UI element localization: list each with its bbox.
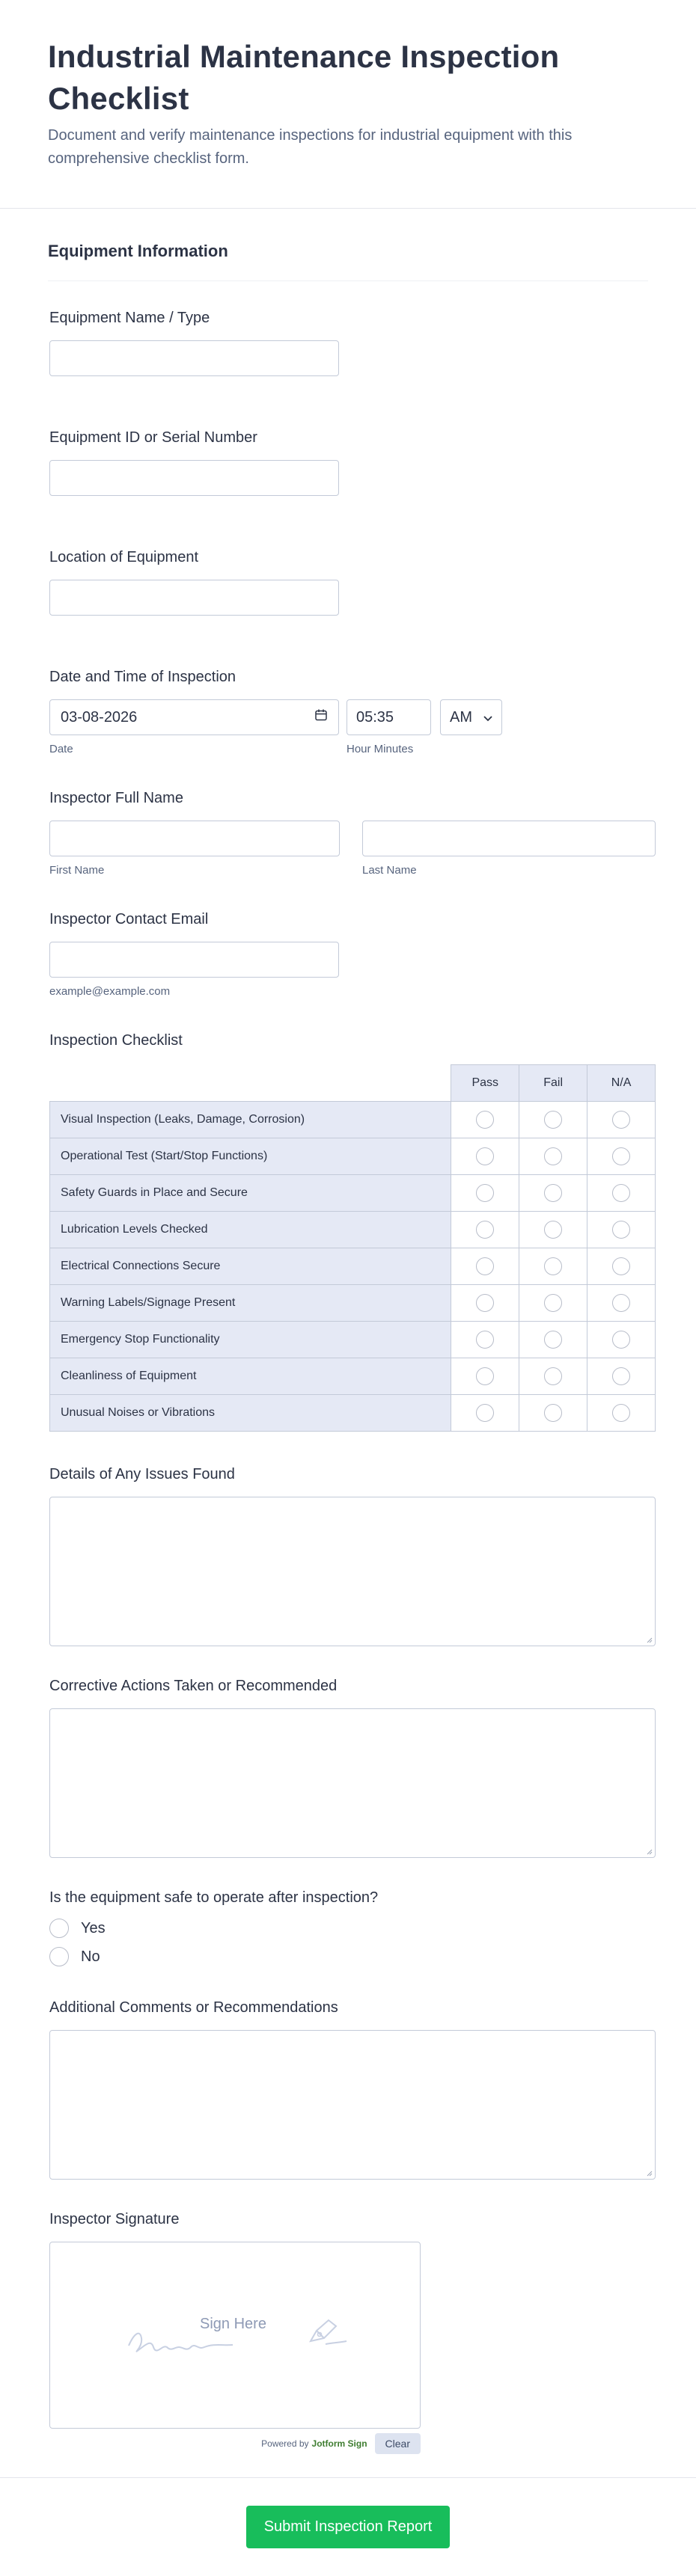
matrix-radio[interactable] bbox=[544, 1257, 562, 1275]
section-title: Equipment Information bbox=[48, 242, 228, 260]
location-label: Location of Equipment bbox=[49, 549, 199, 565]
last-name-sublabel: Last Name bbox=[362, 864, 417, 877]
comments-field bbox=[49, 1999, 647, 2180]
matrix-cell bbox=[519, 1358, 587, 1395]
jotform-sign-link[interactable]: Jotform Sign bbox=[311, 2438, 367, 2449]
last-name-input[interactable] bbox=[362, 821, 656, 856]
matrix-row bbox=[50, 1102, 656, 1138]
radio-yes[interactable] bbox=[49, 1919, 69, 1938]
time-value: 05:35 bbox=[356, 708, 394, 726]
matrix-radio[interactable] bbox=[476, 1147, 494, 1165]
pen-icon bbox=[306, 2316, 341, 2349]
matrix-row-label: Warning Labels/Signage Present bbox=[50, 1285, 451, 1322]
matrix-cell bbox=[451, 1322, 519, 1358]
matrix-cell bbox=[451, 1175, 519, 1212]
matrix-cell bbox=[587, 1285, 656, 1322]
matrix-cell bbox=[587, 1358, 656, 1395]
clear-signature-button[interactable]: Clear bbox=[375, 2433, 421, 2454]
date-input[interactable] bbox=[49, 699, 339, 735]
signature-footer bbox=[49, 2433, 421, 2454]
matrix-cell bbox=[587, 1102, 656, 1138]
matrix-radio[interactable] bbox=[544, 1111, 562, 1129]
matrix-row bbox=[50, 1395, 656, 1432]
first-name-group bbox=[49, 821, 340, 877]
email-input[interactable] bbox=[49, 942, 339, 978]
matrix-radio[interactable] bbox=[476, 1294, 494, 1312]
matrix-cell bbox=[451, 1248, 519, 1285]
safe-option-yes[interactable] bbox=[49, 1919, 647, 1938]
matrix-row-label: Safety Guards in Place and Secure bbox=[50, 1175, 451, 1212]
matrix-radio[interactable] bbox=[476, 1404, 494, 1422]
matrix-row bbox=[50, 1322, 656, 1358]
section-header bbox=[48, 242, 648, 281]
time-sublabel: Hour Minutes bbox=[347, 743, 414, 755]
resize-grip-icon[interactable] bbox=[645, 2169, 653, 2177]
matrix-radio[interactable] bbox=[544, 1404, 562, 1422]
comments-label: Additional Comments or Recommendations bbox=[49, 1999, 338, 2016]
time-group bbox=[339, 699, 502, 755]
matrix-cell bbox=[587, 1212, 656, 1248]
corrective-textarea[interactable] bbox=[49, 1708, 656, 1858]
matrix-radio[interactable] bbox=[612, 1294, 630, 1312]
location-input[interactable] bbox=[49, 580, 339, 616]
corrective-field bbox=[49, 1678, 647, 1858]
matrix-radio[interactable] bbox=[476, 1184, 494, 1202]
resize-grip-icon[interactable] bbox=[645, 1847, 653, 1855]
equipment-id-label: Equipment ID or Serial Number bbox=[49, 429, 257, 446]
safe-label: Is the equipment safe to operate after inspection? bbox=[49, 1889, 379, 1906]
matrix-cell bbox=[451, 1285, 519, 1322]
location-field bbox=[49, 549, 647, 616]
matrix-radio[interactable] bbox=[476, 1257, 494, 1275]
signature-placeholder-art bbox=[50, 2242, 421, 2429]
issues-textarea[interactable] bbox=[49, 1497, 656, 1646]
chevron-down-icon bbox=[483, 709, 492, 726]
matrix-row bbox=[50, 1175, 656, 1212]
date-group bbox=[49, 699, 339, 755]
equipment-id-input[interactable] bbox=[49, 460, 339, 496]
comments-textarea[interactable] bbox=[49, 2030, 656, 2180]
form-body bbox=[0, 242, 696, 2454]
email-field bbox=[49, 911, 647, 998]
matrix-radio[interactable] bbox=[612, 1111, 630, 1129]
equipment-id-field bbox=[49, 429, 647, 496]
matrix-cell bbox=[451, 1212, 519, 1248]
inspector-name-field bbox=[49, 790, 647, 877]
ampm-select[interactable] bbox=[440, 699, 502, 735]
matrix-row-label: Electrical Connections Secure bbox=[50, 1248, 451, 1285]
matrix-cell bbox=[451, 1138, 519, 1175]
matrix-row-label: Operational Test (Start/Stop Functions) bbox=[50, 1138, 451, 1175]
column-na: N/A bbox=[587, 1065, 656, 1102]
form-footer bbox=[0, 2477, 696, 2576]
matrix-cell bbox=[451, 1102, 519, 1138]
matrix-radio[interactable] bbox=[612, 1147, 630, 1165]
matrix-cell bbox=[587, 1248, 656, 1285]
matrix-cell bbox=[451, 1358, 519, 1395]
form-subtitle: Document and verify maintenance inspections for industrial equipment with this comprehensive checklist form. bbox=[48, 127, 573, 167]
matrix-cell bbox=[519, 1212, 587, 1248]
matrix-row-label: Emergency Stop Functionality bbox=[50, 1322, 451, 1358]
matrix-radio[interactable] bbox=[476, 1111, 494, 1129]
signature-label: Inspector Signature bbox=[49, 2211, 180, 2227]
signature-placeholder: Sign Here bbox=[200, 2316, 266, 2332]
matrix-row bbox=[50, 1212, 656, 1248]
matrix-radio[interactable] bbox=[544, 1331, 562, 1349]
matrix-radio[interactable] bbox=[476, 1331, 494, 1349]
matrix-radio[interactable] bbox=[612, 1184, 630, 1202]
matrix-radio[interactable] bbox=[544, 1367, 562, 1385]
matrix-cell bbox=[587, 1322, 656, 1358]
matrix-cell bbox=[519, 1248, 587, 1285]
matrix-row-label: Visual Inspection (Leaks, Damage, Corrosion) bbox=[50, 1102, 451, 1138]
datetime-label: Date and Time of Inspection bbox=[49, 669, 236, 685]
matrix-row bbox=[50, 1248, 656, 1285]
matrix-cell bbox=[587, 1138, 656, 1175]
matrix-cell bbox=[451, 1395, 519, 1432]
matrix-row-label: Lubrication Levels Checked bbox=[50, 1212, 451, 1248]
last-name-group bbox=[362, 821, 656, 877]
matrix-cell bbox=[519, 1175, 587, 1212]
radio-no[interactable] bbox=[49, 1947, 69, 1966]
matrix-radio[interactable] bbox=[544, 1147, 562, 1165]
matrix-cell bbox=[587, 1175, 656, 1212]
powered-by-text: Powered by bbox=[261, 2438, 309, 2449]
signature-pad[interactable] bbox=[49, 2242, 421, 2429]
matrix-cell bbox=[519, 1395, 587, 1432]
resize-grip-icon[interactable] bbox=[645, 1636, 653, 1643]
email-label: Inspector Contact Email bbox=[49, 911, 209, 927]
datetime-field bbox=[49, 669, 647, 755]
signature-field bbox=[49, 2211, 647, 2454]
inspector-name-label: Inspector Full Name bbox=[49, 790, 183, 806]
form-header bbox=[0, 0, 696, 209]
email-sublabel: example@example.com bbox=[49, 985, 171, 998]
issues-label: Details of Any Issues Found bbox=[49, 1466, 235, 1482]
matrix-cell bbox=[519, 1138, 587, 1175]
matrix-radio[interactable] bbox=[544, 1184, 562, 1202]
matrix-radio[interactable] bbox=[612, 1404, 630, 1422]
matrix-row-label: Unusual Noises or Vibrations bbox=[50, 1395, 451, 1432]
matrix-cell bbox=[519, 1322, 587, 1358]
matrix-radio[interactable] bbox=[612, 1331, 630, 1349]
matrix-radio[interactable] bbox=[612, 1367, 630, 1385]
issues-field bbox=[49, 1466, 647, 1646]
matrix-cell bbox=[519, 1102, 587, 1138]
matrix-radio[interactable] bbox=[612, 1221, 630, 1239]
matrix-radio[interactable] bbox=[476, 1221, 494, 1239]
matrix-corner bbox=[50, 1065, 451, 1102]
checklist-field bbox=[49, 1032, 647, 1432]
matrix-row-label: Cleanliness of Equipment bbox=[50, 1358, 451, 1395]
option-no-label: No bbox=[81, 1948, 100, 1965]
matrix-cell bbox=[519, 1285, 587, 1322]
date-value: 03-08-2026 bbox=[61, 708, 138, 726]
submit-button[interactable]: Submit Inspection Report bbox=[246, 2506, 450, 2548]
matrix-radio[interactable] bbox=[612, 1257, 630, 1275]
matrix-radio[interactable] bbox=[544, 1294, 562, 1312]
safe-field bbox=[49, 1889, 647, 1966]
ampm-value: AM bbox=[450, 708, 472, 726]
matrix-radio[interactable] bbox=[476, 1367, 494, 1385]
matrix-row bbox=[50, 1138, 656, 1175]
option-yes-label: Yes bbox=[81, 1919, 106, 1936]
equipment-name-label: Equipment Name / Type bbox=[49, 310, 210, 326]
matrix-radio[interactable] bbox=[544, 1221, 562, 1239]
checklist-label: Inspection Checklist bbox=[49, 1032, 183, 1049]
corrective-label: Corrective Actions Taken or Recommended bbox=[49, 1678, 338, 1694]
calendar-icon[interactable] bbox=[314, 708, 328, 726]
equipment-name-field bbox=[49, 310, 647, 376]
matrix-row bbox=[50, 1358, 656, 1395]
matrix-cell bbox=[587, 1395, 656, 1432]
form-title: Industrial Maintenance Inspection Checklist bbox=[48, 39, 560, 116]
column-pass: Pass bbox=[451, 1065, 519, 1102]
column-fail: Fail bbox=[519, 1065, 587, 1102]
safe-option-no[interactable] bbox=[49, 1947, 647, 1966]
matrix-row bbox=[50, 1285, 656, 1322]
checklist-matrix bbox=[49, 1064, 656, 1432]
first-name-sublabel: First Name bbox=[49, 864, 105, 877]
time-input[interactable] bbox=[347, 699, 431, 735]
equipment-name-input[interactable] bbox=[49, 340, 339, 376]
first-name-input[interactable] bbox=[49, 821, 340, 856]
date-sublabel: Date bbox=[49, 743, 73, 755]
